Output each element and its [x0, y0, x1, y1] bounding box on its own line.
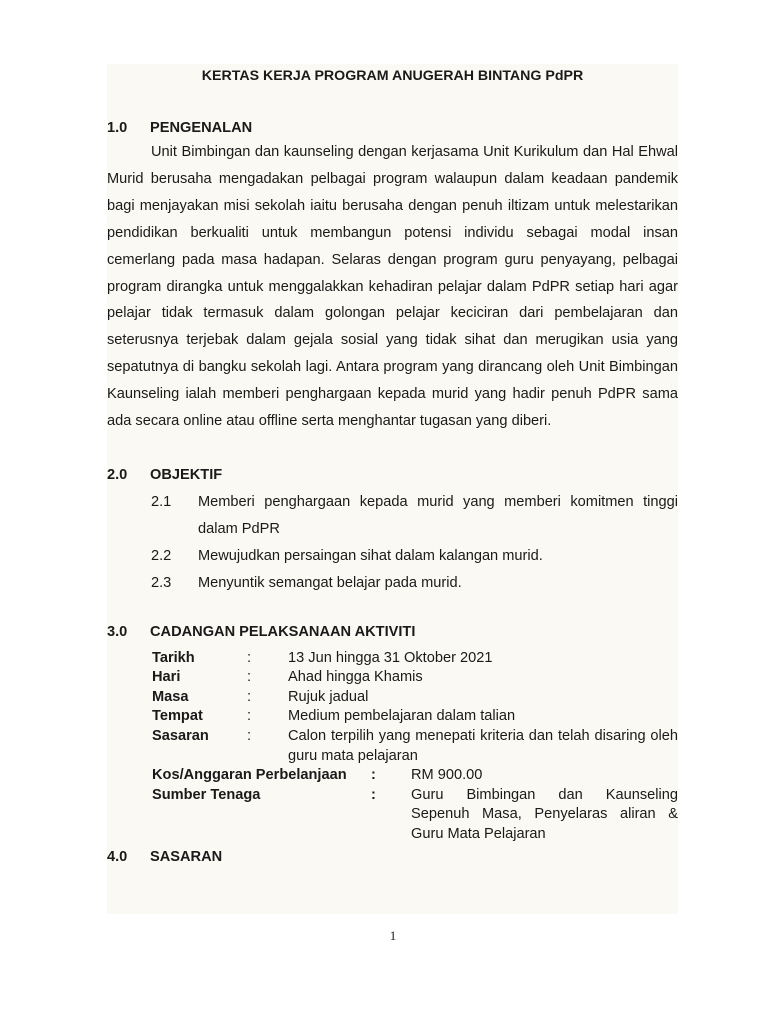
intro-paragraph: Unit Bimbingan dan kaunseling dengan kerjasama Unit Kurikulum dan Hal Ehwal Murid berusaha mengadakan pelbagai program walaupun dalam keadaan pandemik bagi menjayakan misi sekolah iaitu berusaha dengan penuh iltizam untuk melestarikan pendidikan berkualiti untuk membangun potensi individu sebagai modal insan cemerlang pada masa hadapan. Selaras dengan program guru penyayang, pelbagai program dirangka untuk menggalakkan kehadiran pelajar dalam PdPR setiap hari agar pelajar tidak termasuk dalam golongan pelajar keciciran dari pembelajaran dan seterusnya terjebak dalam gejala sosial yang tidak sihat dan merugikan usia yang sepatutnya di bangku sekolah lagi. Antara program yang dirancang oleh Unit Bimbingan Kaunseling ialah memberi penghargaan kepada murid yang hadir penuh PdPR sama ada secara online atau offline serta menghantar tugasan yang diberi. — [107, 144, 678, 430]
list-item — [107, 543, 678, 570]
section-number: 1.0 — [107, 120, 128, 136]
detail-value: Guru Bimbingan dan Kaunseling Sepenuh Masa, Penyelaras aliran & Guru Mata Pelajaran — [411, 786, 678, 842]
section-heading-objektif — [107, 465, 678, 485]
section-heading-pengenalan — [107, 118, 678, 138]
detail-row-sumber-tenaga — [107, 786, 678, 845]
section-number: 4.0 — [107, 848, 128, 865]
detail-value: Calon terpilih yang menepati kriteria dan telah disaring oleh guru mata pelajaran — [288, 727, 678, 764]
section-heading-sasaran — [107, 847, 678, 867]
item-text: Memberi penghargaan kepada murid yang memberi komitmen tinggi dalam PdPR — [198, 493, 678, 537]
item-number: 2.2 — [151, 547, 172, 564]
detail-colon: : — [247, 669, 252, 686]
detail-value: Medium pembelajaran dalam talian — [288, 708, 516, 725]
detail-row-tempat — [107, 707, 678, 727]
list-item — [107, 570, 678, 597]
detail-value: Rujuk jadual — [288, 688, 369, 705]
activity-details — [107, 649, 678, 845]
document-title: KERTAS KERJA PROGRAM ANUGERAH BINTANG PdPR — [201, 68, 584, 84]
detail-colon: : — [247, 649, 252, 666]
page-number: 1 — [389, 928, 397, 943]
detail-value: RM 900.00 — [411, 767, 483, 784]
detail-label: Sumber Tenaga — [152, 786, 261, 803]
section-title: OBJEKTIF — [150, 466, 223, 483]
detail-colon: : — [371, 786, 376, 803]
detail-colon: : — [247, 708, 252, 725]
item-text: Menyuntik semangat belajar pada murid. — [198, 574, 462, 591]
section-title: SASARAN — [150, 848, 223, 865]
detail-row-tarikh — [107, 649, 678, 669]
detail-value: Ahad hingga Khamis — [288, 669, 423, 686]
section-heading-aktiviti — [107, 622, 678, 642]
detail-row-sasaran — [107, 727, 678, 766]
section-title: CADANGAN PELAKSANAAN AKTIVITI — [150, 623, 416, 640]
detail-row-kos — [107, 766, 678, 786]
detail-label: Hari — [152, 669, 181, 686]
item-text: Mewujudkan persaingan sihat dalam kalangan murid. — [198, 547, 543, 564]
detail-label: Tarikh — [152, 649, 195, 666]
section-title: PENGENALAN — [150, 120, 253, 136]
section-number: 3.0 — [107, 623, 128, 640]
list-item — [107, 489, 678, 543]
detail-colon: : — [247, 727, 252, 744]
document-body — [107, 64, 678, 867]
objective-list — [107, 489, 678, 597]
item-number: 2.3 — [151, 574, 172, 591]
detail-colon: : — [247, 688, 252, 705]
detail-row-hari — [107, 668, 678, 688]
detail-label: Masa — [152, 688, 189, 705]
detail-label: Tempat — [152, 708, 203, 725]
item-number: 2.1 — [151, 493, 172, 510]
detail-value: 13 Jun hingga 31 Oktober 2021 — [288, 649, 493, 666]
section-number: 2.0 — [107, 466, 128, 483]
detail-row-masa — [107, 688, 678, 708]
detail-label: Sasaran — [152, 727, 209, 744]
detail-label: Kos/Anggaran Perbelanjaan — [152, 767, 347, 784]
detail-colon: : — [371, 767, 376, 784]
